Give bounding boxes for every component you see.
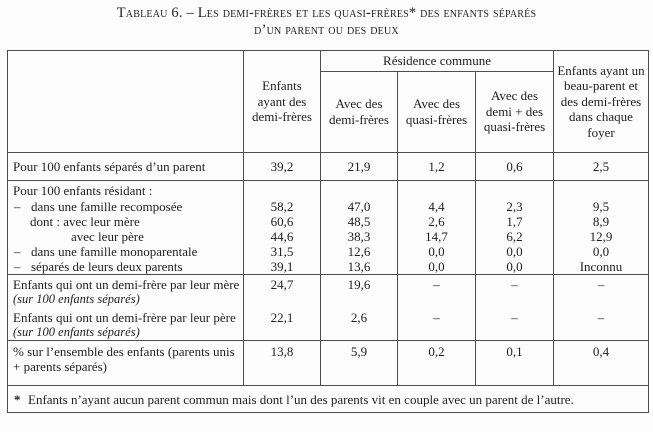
value-cell: 0,0 <box>398 244 476 259</box>
value-cell: 60,6 <box>244 214 321 229</box>
header-empty-cell <box>8 51 244 153</box>
value-cell: 2,3 <box>476 199 554 214</box>
row-label: – dans une famille monoparentale <box>8 244 244 259</box>
dash-bullet: – <box>14 199 21 214</box>
value-cell: 0,0 <box>398 259 476 275</box>
table-row-ensemble-enfants <box>8 341 649 386</box>
value-cell: – <box>554 308 649 341</box>
header-beau-parent: Enfants ayant un beau-parent et des demi-frères dans chaque foyer <box>554 51 649 153</box>
value-cell: 9,5 <box>554 199 649 214</box>
row-label: dont : avec leur mère <box>8 214 244 229</box>
header-residence-commune: Résidence commune <box>321 51 554 72</box>
value-cell: 24,7 <box>244 275 321 308</box>
table-row-famille-recomposee <box>8 199 649 214</box>
value-cell <box>398 180 476 199</box>
value-cell: 12,6 <box>321 244 398 259</box>
footnote-text: Enfants n’ayant aucun parent commun mais dont l’un des parents vit en couple avec un parent de l’autre. <box>28 391 574 407</box>
table-row-demi-frere-par-mere <box>8 275 649 308</box>
value-cell <box>476 180 554 199</box>
table-row-separes-un-parent <box>8 152 649 180</box>
value-cell: 8,9 <box>554 214 649 229</box>
value-cell <box>554 180 649 199</box>
value-cell: 5,9 <box>321 341 398 386</box>
value-cell: 58,2 <box>244 199 321 214</box>
table-row-residant-header <box>8 180 649 199</box>
value-cell: 39,2 <box>244 152 321 180</box>
table-row-dont-avec-mere <box>8 214 649 229</box>
row-label: avec leur père <box>8 229 244 244</box>
header-enfants-demi-freres: Enfants ayant des demi-frères <box>244 51 321 153</box>
value-cell: 14,7 <box>398 229 476 244</box>
value-cell: 2,6 <box>398 214 476 229</box>
value-cell: – <box>476 308 554 341</box>
value-cell: 0,6 <box>476 152 554 180</box>
row-sublabel: (sur 100 enfants séparés) <box>13 292 140 306</box>
value-cell <box>321 180 398 199</box>
value-cell: Inconnu <box>554 259 649 275</box>
dash-bullet: – <box>14 259 21 274</box>
value-cell: 6,2 <box>476 229 554 244</box>
value-cell: 0,4 <box>554 341 649 386</box>
table-row-famille-monoparentale <box>8 244 649 259</box>
table-row-separes-deux-parents <box>8 259 649 275</box>
value-cell: 47,0 <box>321 199 398 214</box>
value-cell: 4,4 <box>398 199 476 214</box>
table-row-demi-frere-par-pere <box>8 308 649 341</box>
table-title <box>0 5 653 39</box>
value-cell: – <box>398 308 476 341</box>
header-avec-demi-plus-quasi: Avec des demi + des quasi-frères <box>476 71 554 152</box>
value-cell: 0,0 <box>476 259 554 275</box>
value-cell: 0,1 <box>476 341 554 386</box>
header-avec-demi-freres: Avec des demi-frères <box>321 71 398 152</box>
table-title-line2: d’un parent ou des deux <box>254 22 399 38</box>
row-label: Pour 100 enfants séparés d’un parent <box>8 152 244 180</box>
value-cell: 1,2 <box>398 152 476 180</box>
value-cell: 13,8 <box>244 341 321 386</box>
value-cell: 31,5 <box>244 244 321 259</box>
value-cell: 0,2 <box>398 341 476 386</box>
row-label: Pour 100 enfants résidant : <box>8 180 244 199</box>
header-row-1 <box>8 51 649 72</box>
value-cell: – <box>476 275 554 308</box>
value-cell: 0,0 <box>476 244 554 259</box>
row-label: – séparés de leurs deux parents <box>8 259 244 275</box>
value-cell: 2,5 <box>554 152 649 180</box>
dash-bullet: – <box>14 244 21 259</box>
tableau-6-table <box>7 50 649 413</box>
row-label: Enfants qui ont un demi-frère par leur mère (sur 100 enfants séparés) <box>8 275 244 308</box>
value-cell: – <box>398 275 476 308</box>
table-footnote-row <box>8 386 649 413</box>
value-cell: 19,6 <box>321 275 398 308</box>
value-cell: 1,7 <box>476 214 554 229</box>
value-cell: 21,9 <box>321 152 398 180</box>
header-avec-quasi-freres: Avec des quasi-frères <box>398 71 476 152</box>
value-cell: 2,6 <box>321 308 398 341</box>
row-label: % sur l’ensemble des enfants (parents unis + parents séparés) <box>8 341 244 386</box>
value-cell: 13,6 <box>321 259 398 275</box>
row-label: – dans une famille recomposée <box>8 199 244 214</box>
table-title-line1: Tableau 6. – Les demi-frères et les quasi-frères* des enfants séparés <box>116 5 537 21</box>
row-label: Enfants qui ont un demi-frère par leur père (sur 100 enfants séparés) <box>8 308 244 341</box>
value-cell: – <box>554 275 649 308</box>
value-cell: 38,3 <box>321 229 398 244</box>
row-sublabel: (sur 100 enfants séparés) <box>13 324 140 339</box>
value-cell: 39,1 <box>244 259 321 275</box>
value-cell: 0,0 <box>554 244 649 259</box>
value-cell <box>244 180 321 199</box>
footnote-marker: * <box>14 391 21 407</box>
value-cell: 12,9 <box>554 229 649 244</box>
value-cell: 48,5 <box>321 214 398 229</box>
footnote <box>8 386 649 413</box>
value-cell: 22,1 <box>244 308 321 341</box>
table-row-avec-pere <box>8 229 649 244</box>
value-cell: 44,6 <box>244 229 321 244</box>
